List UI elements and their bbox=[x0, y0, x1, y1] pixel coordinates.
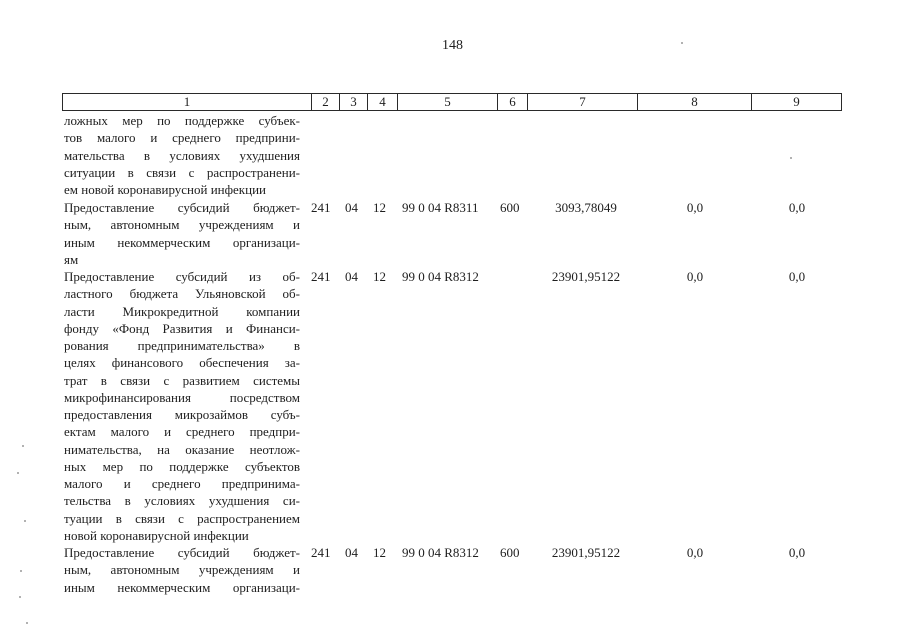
cell-amount-col8: 0,0 bbox=[686, 545, 704, 560]
scan-speck bbox=[24, 520, 26, 522]
cell-target-article: 99 0 04 R8312 bbox=[402, 269, 479, 284]
cell-section: 04 bbox=[345, 269, 358, 284]
description-line: микрофинансирования посредством bbox=[64, 389, 300, 405]
row-description bbox=[64, 544, 300, 596]
cell-amount-col7: 23901,95122 bbox=[551, 269, 621, 284]
description-line: иным некоммерческим организаци- bbox=[64, 579, 300, 595]
header-col-4: 4 bbox=[367, 94, 397, 110]
description-line: ных мер по поддержке субъектов bbox=[64, 458, 300, 474]
description-line: Предоставление субсидий бюджет- bbox=[64, 545, 300, 560]
description-line: тельства в условиях ухудшения си- bbox=[64, 493, 300, 509]
row-description bbox=[64, 112, 300, 198]
scan-speck bbox=[22, 445, 24, 447]
cell-subsection: 12 bbox=[373, 545, 386, 560]
description-line: трат в связи с развитием системы bbox=[64, 372, 300, 388]
header-col-9: 9 bbox=[751, 94, 841, 110]
cell-section: 04 bbox=[345, 200, 358, 215]
description-line: фонду «Фонд Развития и Финанси- bbox=[64, 320, 300, 336]
description-line: нимательства, на оказание неотлож- bbox=[64, 441, 300, 457]
description-line: ям bbox=[64, 251, 79, 267]
scan-speck bbox=[20, 570, 22, 572]
description-line: ласти Микрокредитной компании bbox=[64, 303, 300, 319]
description-line: ластного бюджета Ульяновской об- bbox=[64, 286, 300, 302]
cell-ministry-code: 241 bbox=[311, 269, 331, 284]
row-description bbox=[64, 199, 300, 268]
header-col-7: 7 bbox=[527, 94, 637, 110]
description-line: ектам малого и среднего предпри- bbox=[64, 424, 300, 440]
description-line: туации в связи с распространением bbox=[64, 510, 300, 526]
description-line: малого и среднего предпринима- bbox=[64, 476, 300, 491]
cell-amount-col9: 0,0 bbox=[788, 200, 806, 215]
cell-subsection: 12 bbox=[373, 200, 386, 215]
table-header-row bbox=[62, 93, 842, 111]
cell-amount-col7: 23901,95122 bbox=[551, 545, 621, 560]
description-line: ным, автономным учреждениям и bbox=[64, 562, 300, 578]
header-col-1: 1 bbox=[183, 94, 191, 109]
header-col-2: 2 bbox=[311, 94, 339, 110]
description-line: предоставления микрозаймов субъ- bbox=[64, 407, 300, 422]
scan-speck bbox=[19, 596, 21, 598]
description-line: ситуации в связи с распространени- bbox=[64, 164, 300, 180]
description-line: ем новой коронавирусной инфекции bbox=[64, 182, 266, 197]
cell-section: 04 bbox=[345, 545, 358, 560]
description-line: ным, автономным учреждениям и bbox=[64, 217, 300, 233]
page-number: 148 bbox=[442, 38, 463, 53]
description-line: целях финансового обеспечения за- bbox=[64, 355, 300, 371]
cell-ministry-code: 241 bbox=[311, 200, 331, 215]
header-col-5: 5 bbox=[397, 94, 497, 110]
cell-amount-col9: 0,0 bbox=[788, 545, 806, 560]
scan-speck bbox=[681, 42, 683, 44]
cell-amount-col8: 0,0 bbox=[686, 269, 704, 284]
header-col-8: 8 bbox=[637, 94, 751, 110]
cell-amount-col7: 3093,78049 bbox=[555, 200, 617, 215]
description-line: Предоставление субсидий из об- bbox=[64, 269, 300, 284]
header-col-6: 6 bbox=[497, 94, 527, 110]
cell-ministry-code: 241 bbox=[311, 545, 331, 560]
description-line: иным некоммерческим организаци- bbox=[64, 234, 300, 250]
cell-target-article: 99 0 04 R8312 bbox=[402, 545, 479, 560]
cell-target-article: 99 0 04 R8311 bbox=[402, 200, 479, 215]
cell-amount-col9: 0,0 bbox=[788, 269, 806, 284]
row-description bbox=[64, 268, 300, 544]
description-line: мательства в условиях ухудшения bbox=[64, 147, 300, 163]
description-line: Предоставление субсидий бюджет- bbox=[64, 200, 300, 215]
description-line: ложных мер по поддержке субъек- bbox=[64, 113, 300, 128]
scan-speck bbox=[17, 472, 19, 474]
description-line: тов малого и среднего предприни- bbox=[64, 130, 300, 146]
cell-expense-type: 600 bbox=[500, 545, 520, 560]
cell-subsection: 12 bbox=[373, 269, 386, 284]
scan-speck bbox=[790, 157, 792, 159]
cell-expense-type: 600 bbox=[500, 200, 520, 215]
description-line: новой коронавирусной инфекции bbox=[64, 527, 249, 543]
scan-speck bbox=[26, 622, 28, 624]
cell-amount-col8: 0,0 bbox=[686, 200, 704, 215]
description-line: рования предпринимательства» в bbox=[64, 338, 300, 353]
header-col-3: 3 bbox=[339, 94, 367, 110]
